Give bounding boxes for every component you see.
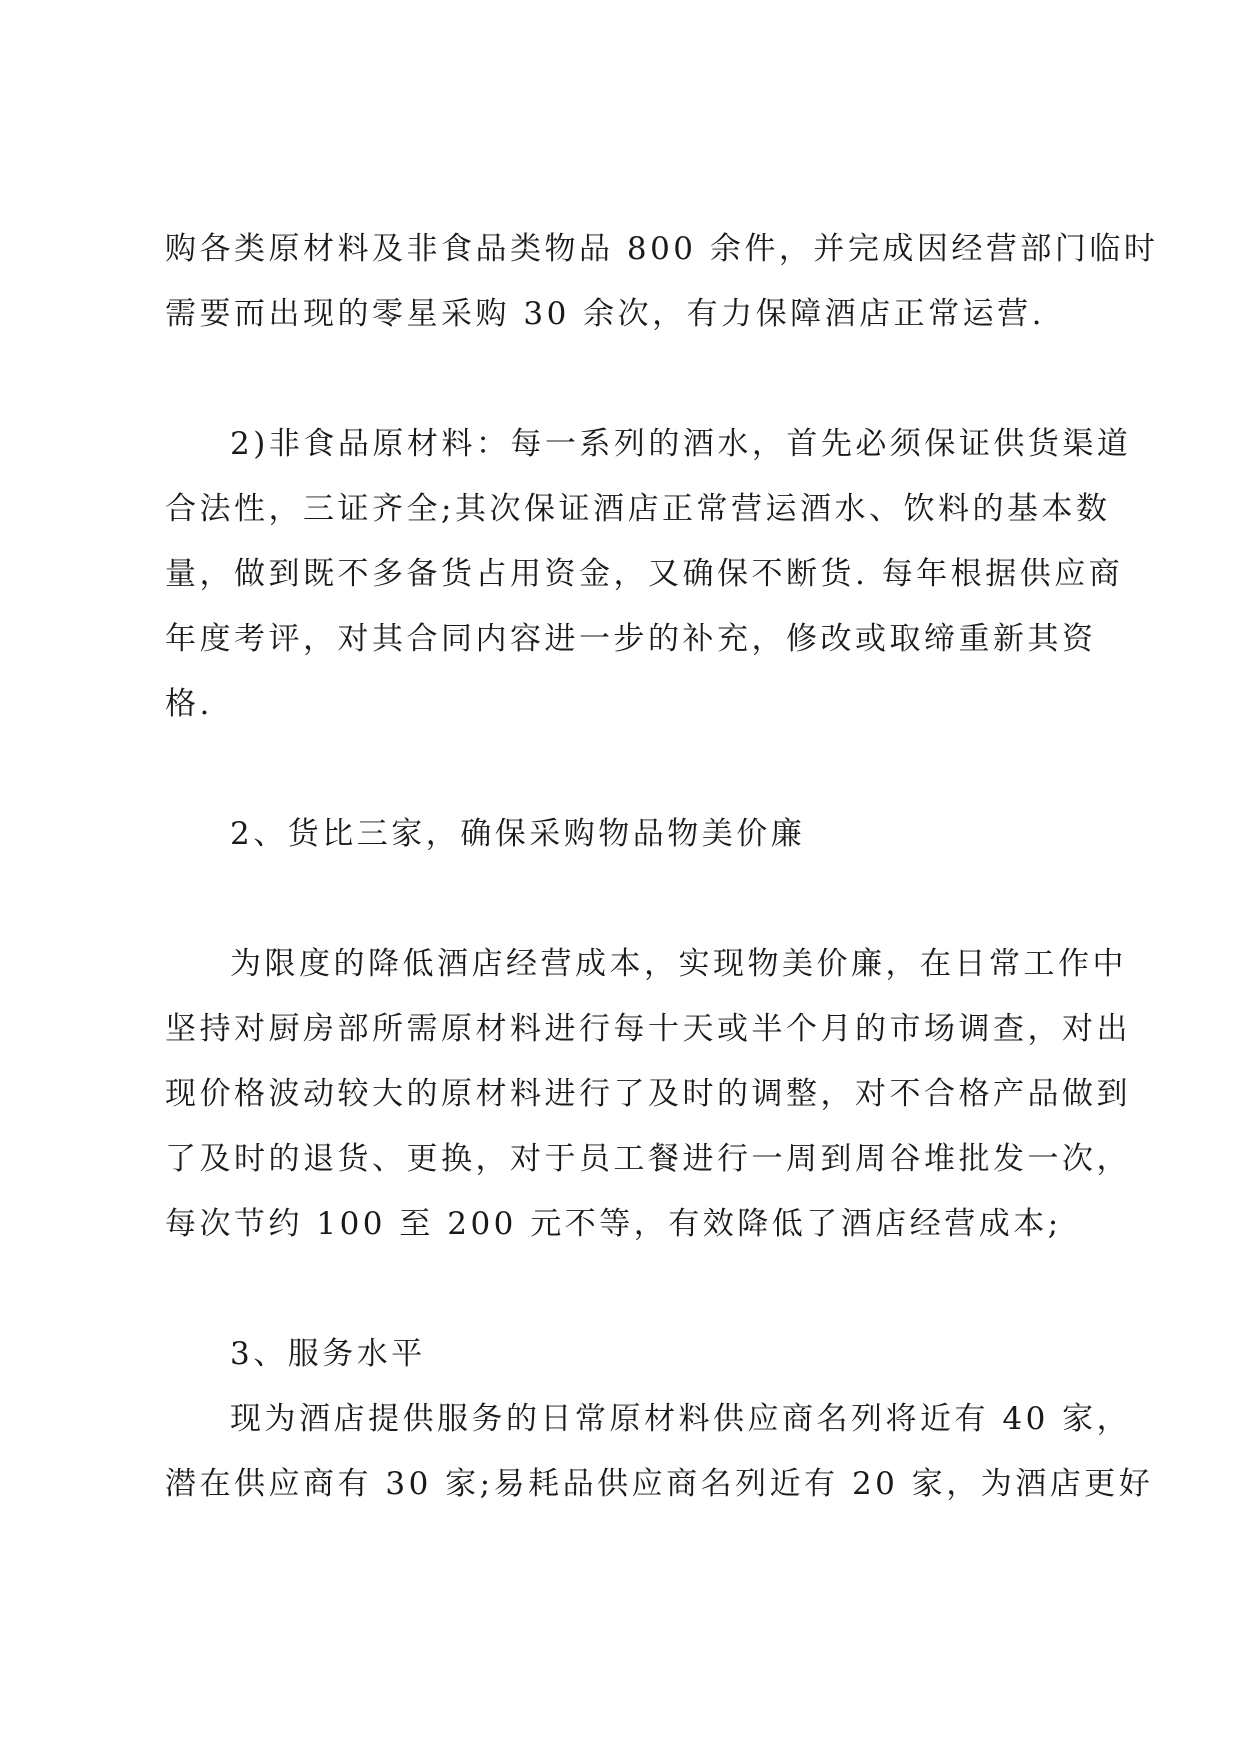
text-line: 现为酒店提供服务的日常原材料供应商名列将近有 40 家， [230, 1401, 1132, 1437]
heading-text: 3、服务水平 [230, 1336, 426, 1372]
text-line: 了及时的退货、更换，对于员工餐进行一周到周谷堆批发一次， [165, 1141, 1131, 1177]
text-line: 潜在供应商有 30 家;易耗品供应商名列近有 20 家，为酒店更好 [165, 1466, 1154, 1502]
paragraph-service-level [165, 1322, 1154, 1517]
text-line: 为限度的降低酒店经营成本，实现物美价廉，在日常工作中 [230, 946, 1127, 982]
heading-text: 2、货比三家，确保采购物品物美价廉 [230, 816, 806, 852]
text-line: 每次节约 100 至 200 元不等，有效降低了酒店经营成本; [165, 1206, 1062, 1242]
text-line: 购各类原材料及非食品类物品 800 余件，并完成因经营部门临时 [165, 231, 1159, 267]
text-line: 现价格波动较大的原材料进行了及时的调整，对不合格产品做到 [165, 1076, 1131, 1112]
text-line: 格. [165, 686, 213, 722]
text-line: 合法性，三证齐全;其次保证酒店正常营运酒水、饮料的基本数 [165, 491, 1111, 527]
paragraph-purchasing-summary [165, 217, 1159, 347]
paragraph-non-food-materials [165, 412, 1132, 737]
section-heading-price-comparison [165, 802, 1095, 867]
paragraph-cost-reduction [165, 932, 1131, 1257]
text-line: 年度考评，对其合同内容进一步的补充，修改或取缔重新其资 [165, 621, 1097, 657]
text-line: 2)非食品原材料：每一系列的酒水，首先必须保证供货渠道 [230, 426, 1132, 462]
text-line: 需要而出现的零星采购 30 余次，有力保障酒店正常运营. [165, 296, 1046, 332]
text-line: 坚持对厨房部所需原材料进行每十天或半个月的市场调查，对出 [165, 1011, 1131, 1047]
text-line: 量，做到既不多备货占用资金，又确保不断货. 每年根据供应商 [165, 556, 1124, 592]
